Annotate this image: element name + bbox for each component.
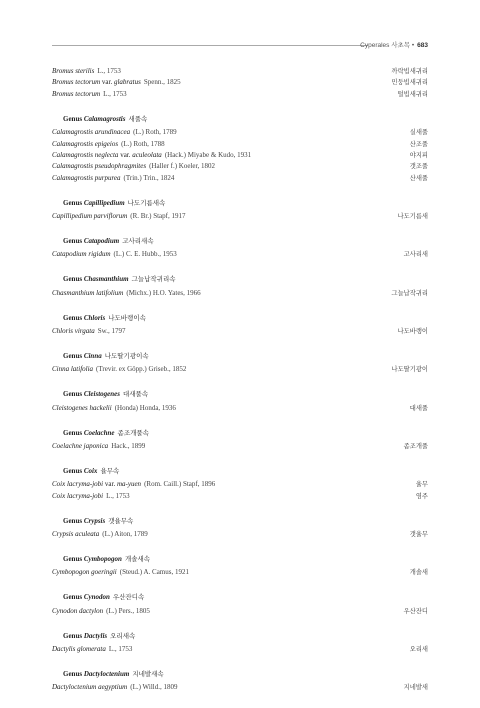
korean-name: 율무 — [415, 481, 428, 489]
species-name-block — [52, 211, 185, 221]
header-section: Cyperales 사초목 — [360, 42, 411, 49]
genus-label: Genus — [63, 631, 84, 640]
species-name-block — [52, 161, 215, 171]
korean-name: 염주 — [415, 492, 428, 500]
genus-heading — [52, 314, 428, 323]
genus-korean-name: 나도바랭이속 — [108, 313, 146, 322]
species-row — [52, 127, 428, 138]
genus-group — [52, 199, 428, 223]
species-row — [52, 479, 428, 490]
species-row — [52, 403, 428, 414]
header-label — [360, 40, 428, 49]
korean-name: 야지피 — [409, 151, 428, 159]
species-name-block — [52, 364, 186, 374]
author-citation: (Honda) Honda, 1936 — [114, 403, 176, 412]
species-row — [52, 139, 428, 150]
korean-name: 대새풀 — [409, 404, 428, 412]
korean-name: 민둥빕새귀리 — [391, 79, 428, 87]
species-name-block — [52, 173, 174, 183]
genus-name: Dactyloctenium — [83, 669, 130, 678]
genus-name: Dactylis — [83, 631, 108, 640]
genus-name: Calamagrostis — [83, 114, 126, 123]
species-name-block — [52, 77, 181, 87]
species-name-block — [52, 644, 132, 654]
genus-heading — [52, 593, 428, 602]
genus-korean-name: 우산잔디속 — [112, 593, 145, 602]
genus-group — [52, 115, 428, 184]
author-citation: Spenn., 1825 — [143, 78, 181, 87]
genus-name: Capillipedium — [83, 198, 125, 207]
scientific-name: Chasmanthium latifolium — [52, 288, 124, 297]
scientific-name: Calamagrostis purpurea — [52, 173, 121, 182]
scientific-name: Calamagrostis arundinacea — [52, 128, 131, 137]
scientific-name: Cynodon dactylon — [52, 606, 104, 615]
scientific-name: Crypsis aculeata — [52, 529, 100, 538]
species-name-block — [52, 403, 176, 413]
author-citation: (Rom. Caill.) Stapf, 1896 — [144, 480, 216, 489]
author-citation: (L.) Roth, 1789 — [133, 128, 177, 137]
genus-group — [52, 66, 428, 100]
scientific-name: Calamagrostis pseudophragmites — [52, 162, 147, 171]
scientific-name: Coix lacryma-jobi var. ma-yuen — [52, 480, 142, 489]
species-row — [52, 644, 428, 655]
genus-group — [52, 390, 428, 414]
species-row — [52, 288, 428, 299]
genus-group — [52, 237, 428, 261]
species-name-block — [52, 249, 177, 259]
genus-heading — [52, 429, 428, 438]
species-row — [52, 77, 428, 88]
species-name-block — [52, 139, 165, 149]
genus-group — [52, 314, 428, 338]
genus-korean-name: 율무속 — [100, 466, 120, 475]
species-name-block — [52, 567, 189, 577]
korean-name: 나도기름새 — [397, 213, 428, 221]
author-citation: (Hack.) Miyabe & Kudo, 1931 — [164, 150, 252, 159]
species-name-block — [52, 529, 148, 539]
species-name-block — [52, 288, 201, 298]
author-citation: (Steud.) A. Camus, 1921 — [119, 568, 189, 577]
scientific-name: Bromus sterilis — [52, 67, 95, 75]
genus-group — [52, 632, 428, 656]
genus-label: Genus — [63, 114, 84, 123]
korean-name: 갯율무 — [409, 530, 428, 538]
author-citation: (L.) Roth, 1788 — [121, 139, 165, 148]
genus-group — [52, 275, 428, 299]
scientific-name: Coix lacryma-jobi — [52, 491, 104, 500]
scientific-name: Catapodium rigidum — [52, 250, 111, 259]
korean-name: 털빕새귀리 — [397, 90, 428, 98]
genus-name: Cynodon — [83, 593, 110, 602]
genus-korean-name: 갯율무속 — [108, 516, 134, 525]
species-row — [52, 249, 428, 260]
species-row — [52, 211, 428, 222]
genus-heading — [52, 670, 428, 679]
header-rule — [52, 45, 368, 46]
scientific-name: Coelachne japonica — [52, 441, 109, 450]
scientific-name: Chloris virgata — [52, 327, 95, 335]
korean-name: 지네발새 — [403, 684, 428, 692]
genus-group — [52, 593, 428, 617]
species-row — [52, 529, 428, 540]
genus-label: Genus — [63, 390, 84, 399]
genus-group — [52, 467, 428, 502]
genus-name: Cleistogenes — [83, 390, 120, 399]
author-citation: (Michx.) H.O. Yates, 1966 — [126, 288, 201, 297]
species-name-block — [52, 491, 130, 501]
korean-name: 우산잔디 — [403, 607, 428, 615]
author-citation: L., 1753 — [103, 89, 127, 98]
genus-heading — [52, 517, 428, 526]
scientific-name: Bromus tectorum var. glabratus — [52, 78, 141, 87]
genus-heading — [52, 199, 428, 208]
species-row — [52, 326, 428, 337]
species-row — [52, 161, 428, 172]
genus-korean-name: 나도기름새속 — [127, 198, 166, 207]
genus-name: Crypsis — [83, 516, 106, 525]
author-citation: L., 1753 — [106, 491, 130, 500]
genus-group — [52, 517, 428, 541]
genus-label: Genus — [63, 428, 84, 437]
scientific-name: Calamagrostis epigeios — [52, 139, 119, 148]
scientific-name: Capillipedium parviflorum — [52, 212, 128, 221]
genus-heading — [52, 467, 428, 476]
genus-label: Genus — [63, 593, 84, 602]
species-name-block — [52, 89, 127, 99]
korean-name: 나도딸기광이 — [391, 366, 428, 374]
species-row — [52, 173, 428, 184]
genus-heading — [52, 115, 428, 124]
genus-label: Genus — [63, 669, 84, 678]
species-row — [52, 150, 428, 161]
genus-label: Genus — [63, 236, 84, 245]
genus-korean-name: 개솔새속 — [124, 554, 151, 563]
korean-name: 갯조풀 — [409, 163, 428, 171]
scientific-name: Dactyloctenium aegyptium — [52, 683, 128, 692]
species-row — [52, 491, 428, 502]
genus-label: Genus — [63, 275, 84, 284]
scientific-name: Cleistogenes hackelii — [52, 403, 112, 412]
genus-korean-name: 지네발새속 — [132, 669, 164, 678]
korean-name: 개솔새 — [409, 569, 428, 577]
species-name-block — [52, 66, 121, 76]
species-name-block — [52, 479, 215, 489]
korean-name: 산새풀 — [409, 174, 428, 182]
genus-heading — [52, 275, 428, 284]
author-citation: (L.) Pers., 1805 — [106, 606, 150, 615]
genus-label: Genus — [63, 466, 84, 475]
author-citation: L., 1753 — [108, 644, 133, 653]
genus-label: Genus — [63, 351, 84, 360]
genus-heading — [52, 555, 428, 564]
page-number: 683 — [417, 42, 428, 49]
species-row — [52, 364, 428, 375]
genus-name: Cinna — [83, 351, 102, 360]
scientific-name: Calamagrostis neglecta var. aculeolata — [52, 150, 162, 159]
species-name-block — [52, 326, 125, 336]
scientific-name: Cinna latifolia — [52, 365, 94, 374]
genus-name: Chloris — [83, 313, 106, 322]
korean-name: 좀조개풀 — [403, 442, 428, 450]
genus-heading — [52, 632, 428, 641]
genus-group — [52, 352, 428, 376]
genus-korean-name: 고사리새속 — [122, 236, 154, 245]
species-name-block — [52, 150, 251, 160]
genus-heading — [52, 390, 428, 399]
species-row — [52, 567, 428, 578]
species-row — [52, 606, 428, 617]
author-citation: (R. Br.) Stapf, 1917 — [130, 212, 186, 221]
species-name-block — [52, 441, 145, 451]
author-citation: (L.) Aiton, 1789 — [102, 529, 148, 538]
korean-name: 그늘납작귀리 — [391, 289, 428, 297]
species-row — [52, 441, 428, 452]
korean-name: 고사리새 — [403, 251, 428, 259]
genus-label: Genus — [63, 516, 84, 525]
species-row — [52, 89, 428, 100]
species-row — [52, 66, 428, 77]
species-name-block — [52, 127, 177, 137]
author-citation: (Haller f.) Koeler, 1802 — [149, 162, 216, 171]
genus-name: Coelachne — [83, 428, 115, 437]
genus-korean-name: 좀조개풀속 — [117, 428, 149, 437]
species-list — [52, 66, 428, 708]
author-citation: L., 1753 — [97, 67, 121, 75]
scientific-name: Dactylis glomerata — [52, 644, 106, 653]
running-header — [52, 40, 428, 52]
author-citation: (L.) Willd., 1809 — [130, 683, 178, 692]
genus-label: Genus — [63, 554, 84, 563]
genus-name: Chasmanthium — [83, 275, 129, 284]
genus-name: Coix — [83, 466, 98, 475]
species-row — [52, 682, 428, 693]
genus-name: Cymbopogon — [83, 554, 122, 563]
header-separator: • — [411, 42, 415, 49]
genus-label: Genus — [63, 198, 84, 207]
species-name-block — [52, 682, 177, 692]
author-citation: (Trevir. ex Göpp.) Griseb., 1852 — [96, 365, 187, 374]
genus-heading — [52, 237, 428, 246]
genus-group — [52, 555, 428, 579]
author-citation: Sw., 1797 — [97, 327, 126, 335]
korean-name: 까락빕새귀리 — [391, 68, 428, 75]
genus-label: Genus — [63, 313, 84, 322]
korean-name: 실새풀 — [409, 129, 428, 137]
genus-korean-name: 오리새속 — [110, 631, 136, 640]
author-citation: (Trin.) Trin., 1824 — [123, 173, 175, 182]
scientific-name: Cymbopogon goeringii — [52, 568, 117, 577]
genus-heading — [52, 352, 428, 361]
genus-group — [52, 429, 428, 453]
author-citation: (L.) C. E. Hubb., 1953 — [113, 250, 177, 259]
korean-name: 오리새 — [409, 645, 428, 653]
author-citation: Hack., 1899 — [111, 441, 146, 450]
species-name-block — [52, 606, 150, 616]
genus-group — [52, 670, 428, 694]
genus-korean-name: 새풀속 — [128, 114, 148, 123]
genus-korean-name: 나도딸기광이속 — [104, 351, 149, 360]
korean-name: 산조풀 — [409, 140, 428, 148]
scientific-name: Bromus tectorum — [52, 89, 101, 98]
korean-name: 나도바랭이 — [397, 328, 428, 335]
genus-korean-name: 그늘납작귀리속 — [131, 275, 176, 284]
genus-name: Catapodium — [83, 236, 120, 245]
genus-korean-name: 대새풀속 — [122, 390, 149, 399]
